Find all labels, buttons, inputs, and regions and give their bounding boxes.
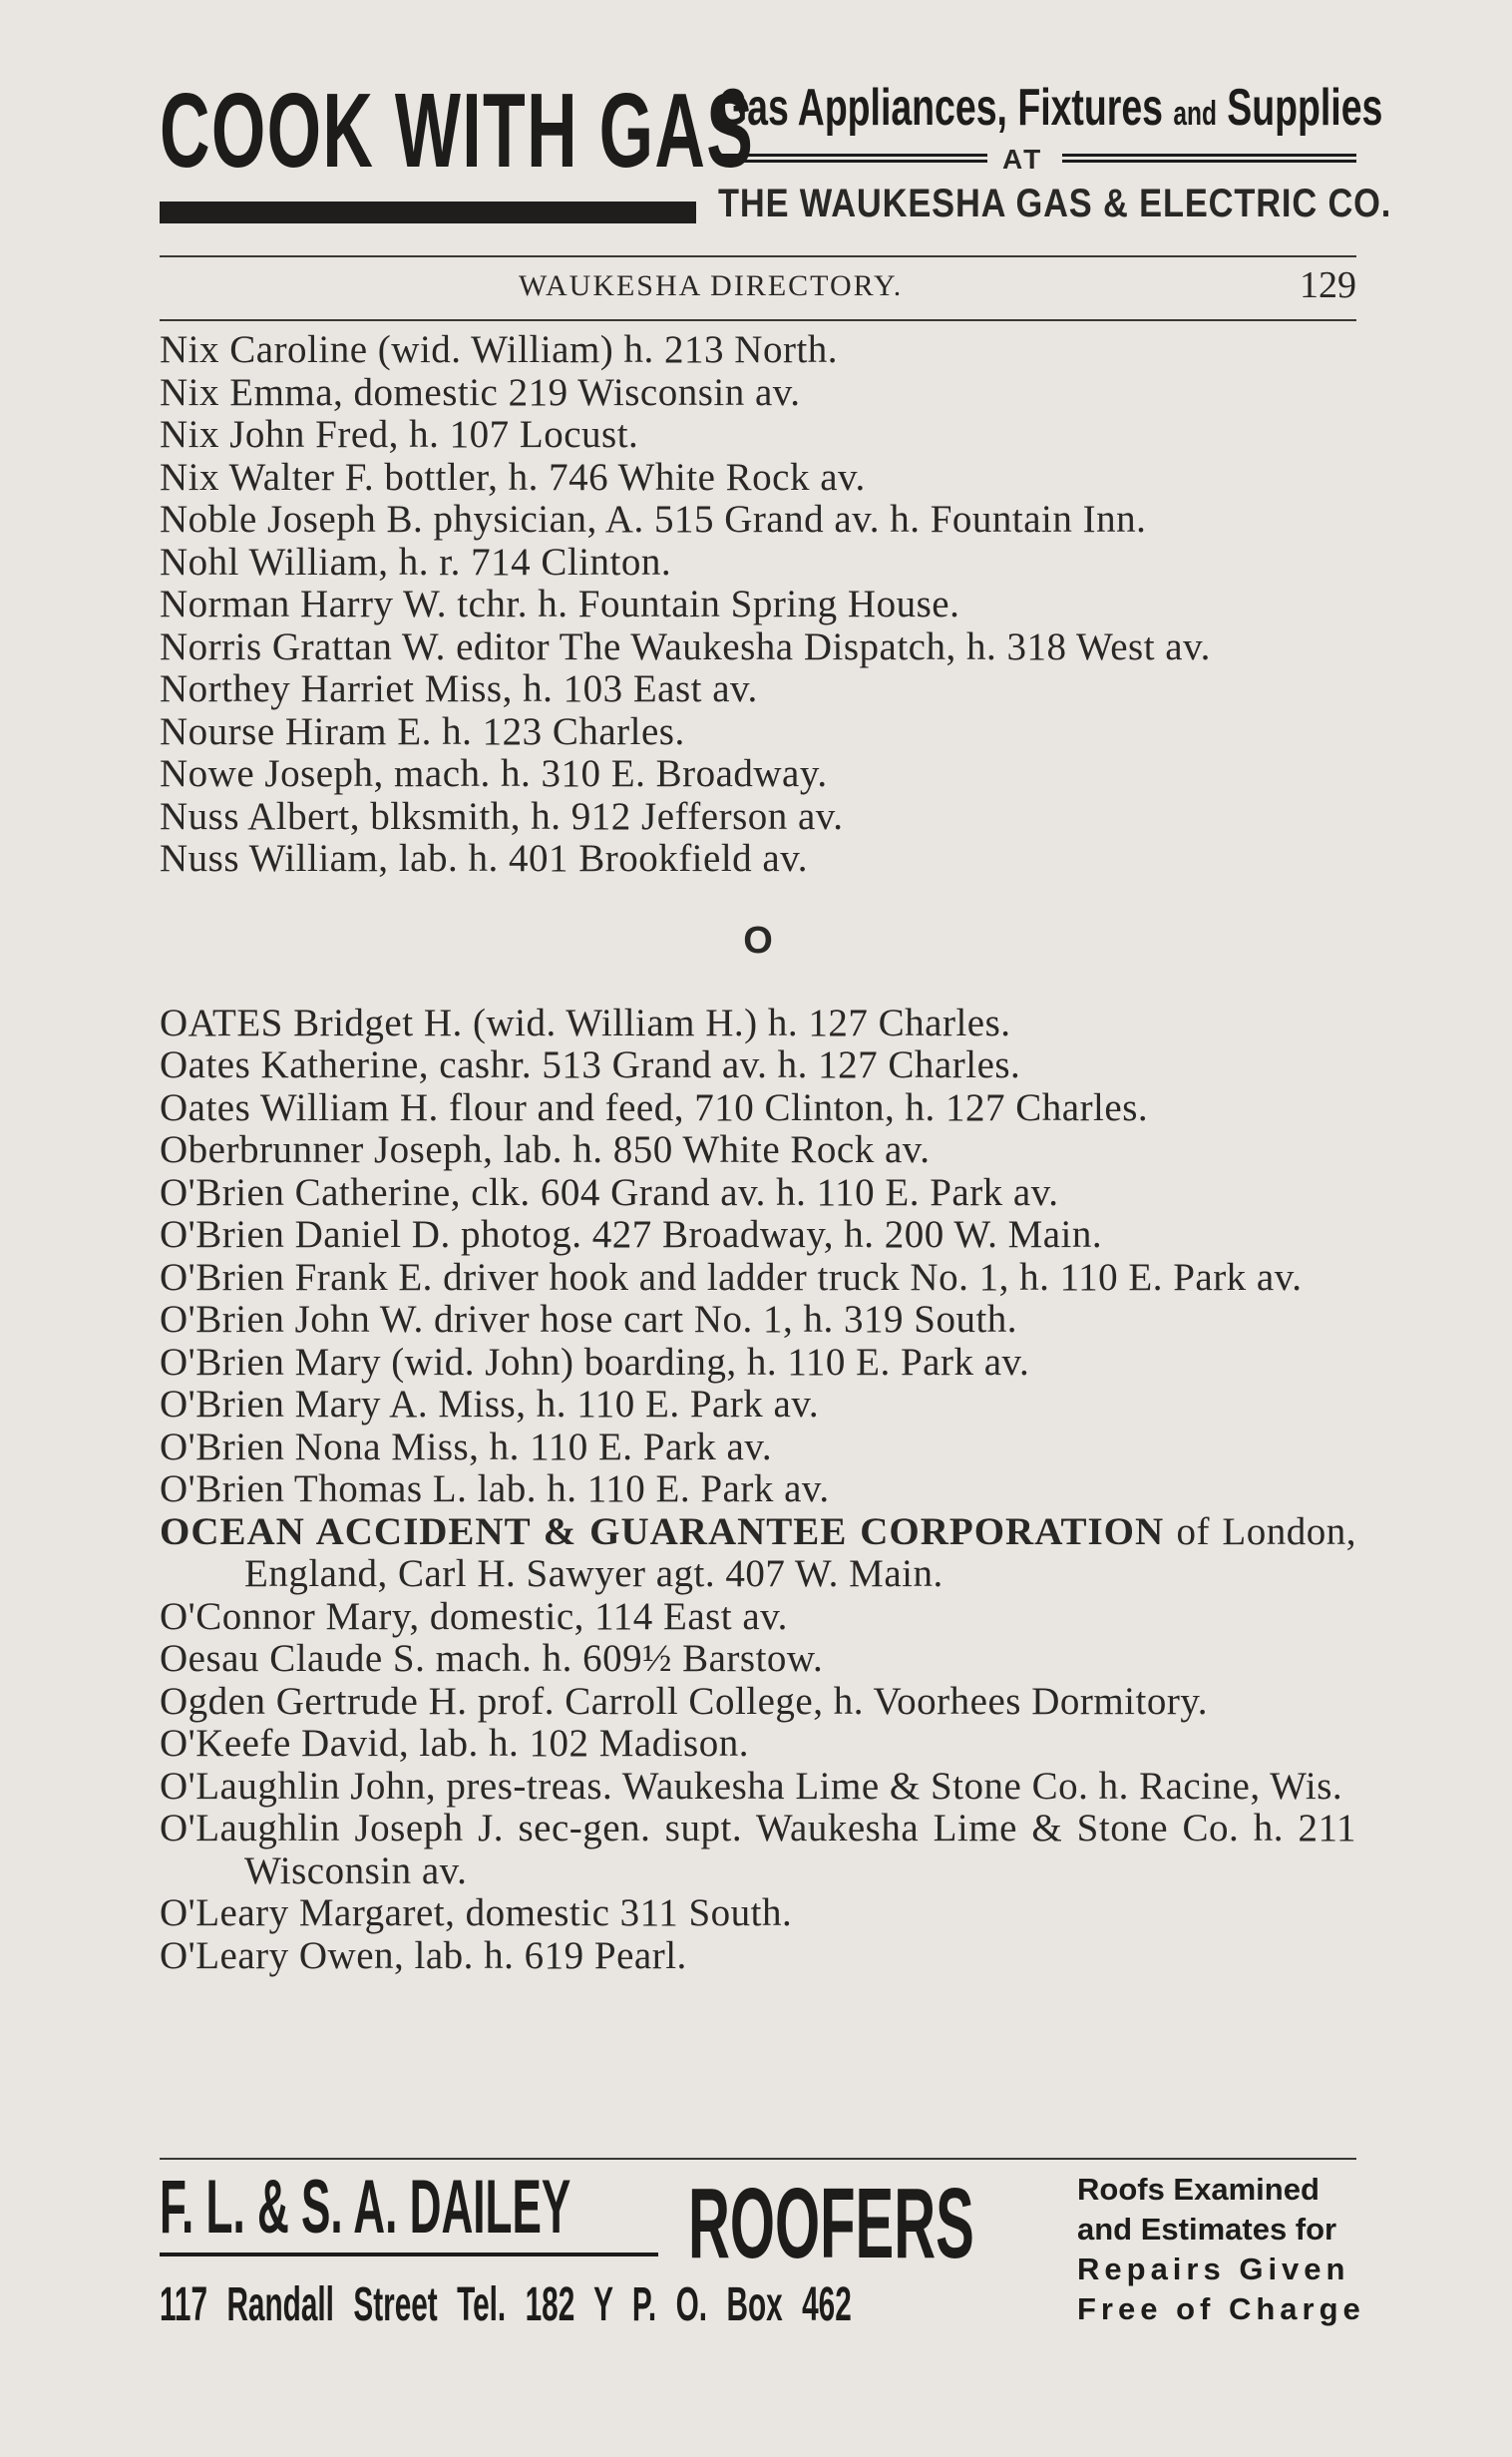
directory-entry: Oates William H. flour and feed, 710 Clinton, h. 127 Charles. [160,1085,1149,1129]
section-letter-o: O [743,919,773,962]
dailey-underline [160,2252,658,2256]
supplies-text: Supplies [1227,79,1383,137]
directory-entry: O'Brien Thomas L. lab. h. 110 E. Park av. [160,1467,830,1510]
directory-entry: Nourse Hiram E. h. 123 Charles. [160,709,685,753]
directory-entry: Oates Katherine, cashr. 513 Grand av. h. 127 Charles. [160,1043,1021,1086]
directory-entry: Norris Grattan W. editor The Waukesha Dispatch, h. 318 West av. [160,624,1211,668]
directory-entry: O'Laughlin John, pres-treas. Waukesha Lime & Stone Co. h. Racine, Wis. [160,1764,1343,1808]
directory-entry: Nix John Fred, h. 107 Locust. [160,413,639,456]
directory-entry: Ogden Gertrude H. prof. Carroll College, h. Voorhees Dormitory. [160,1679,1209,1723]
directory-entry: O'Brien Daniel D. photog. 427 Broadway, h. 200 W. Main. [160,1213,1103,1256]
gas-appliances-text: Gas Appliances, Fixtures [718,79,1163,137]
directory-entry: Nowe Joseph, mach. h. 310 E. Broadway. [160,752,828,795]
page-number: 129 [1300,264,1356,306]
roofs-line-3: Repairs Given [1077,2252,1350,2286]
directory-entry: Northey Harriet Miss, h. 103 East av. [160,667,758,710]
dailey-name: F. L. & S. A. DAILEY [160,2165,571,2250]
directory-page [160,0,1392,2457]
top-divider [160,255,1356,257]
directory-entry: O'Leary Margaret, domestic 311 South. [160,1891,793,1934]
at-rule-left [718,154,987,163]
directory-entry: O'Brien Mary A. Miss, h. 110 E. Park av. [160,1383,820,1426]
directory-entry: Oesau Claude S. mach. h. 609½ Barstow. [160,1637,824,1680]
directory-entry: Nix Emma, domestic 219 Wisconsin av. [160,370,801,414]
directory-entry: O'Connor Mary, domestic, 114 East av. [160,1594,788,1638]
directory-entry: O'Brien Catherine, clk. 604 Grand av. h. 110 E. Park av. [160,1170,1059,1214]
gas-company-name: THE WAUKESHA GAS & ELECTRIC CO. [718,182,1392,225]
directory-entry: O'Brien Frank E. driver hook and ladder truck No. 1, h. 110 E. Park av. [160,1255,1303,1299]
directory-entry: Norman Harry W. tchr. h. Fountain Spring House. [160,583,960,625]
entries-o-list [160,1003,1356,1511]
directory-entry: Nuss Albert, blksmith, h. 912 Jefferson av. [160,794,844,838]
roofers-headline: ROOFERS [688,2168,974,2279]
gas-appliances-line [718,79,1383,140]
roofs-examined-block [1077,2170,1365,2329]
at-rule-right [1062,154,1356,163]
running-head [160,264,1356,309]
entry-ocean-details: of London, England, Carl H. Sawyer agt. 407 W. Main. [244,1509,1356,1595]
directory-entry: O'Leary Owen, lab. h. 619 Pearl. [160,1933,687,1977]
entries-n-list [160,329,1356,881]
directory-entry: O'Brien Nona Miss, h. 110 E. Park av. [160,1425,773,1468]
header-divider [160,319,1356,321]
directory-entry: Nix Caroline (wid. William) h. 213 North. [160,328,839,371]
dailey-address: 117 Randall Street Tel. 182 Y P. O. Box 462 [160,2278,852,2331]
directory-entry: O'Keefe David, lab. h. 102 Madison. [160,1722,749,1765]
at-text: AT [1002,144,1044,175]
directory-entry: O'Laughlin Joseph J. sec-gen. supt. Waukesha Lime & Stone Co. h. 211 Wisconsin av. [160,1807,1356,1892]
headline-underline-bar [160,202,696,223]
bottom-divider [160,2158,1356,2160]
directory-title: WAUKESHA DIRECTORY. [519,269,904,302]
and-text: and [1173,95,1217,133]
entries-o2-list [160,1596,1356,1978]
roofs-line-2: and Estimates for [1077,2212,1337,2247]
roofers-advertisement [160,2165,1365,2339]
directory-entry: OATES Bridget H. (wid. William H.) h. 127 Charles. [160,1001,1011,1044]
at-divider [718,144,1356,174]
directory-entry: Nuss William, lab. h. 401 Brookfield av. [160,837,808,880]
gas-advertisement [160,72,1392,237]
directory-entry: O'Brien Mary (wid. John) boarding, h. 110 E. Park av. [160,1340,1030,1384]
entry-ocean-accident [160,1511,1356,1596]
cook-with-gas-headline: COOK WITH GAS [160,72,755,190]
roofs-line-4: Free of Charge [1077,2291,1365,2326]
directory-entry: Nohl William, h. r. 714 Clinton. [160,540,672,584]
directory-entry: Noble Joseph B. physician, A. 515 Grand av. h. Fountain Inn. [160,498,1147,541]
roofs-line-1: Roofs Examined [1077,2172,1320,2207]
directory-entry: O'Brien John W. driver hose cart No. 1, h. 319 South. [160,1298,1018,1341]
directory-entries [160,329,1356,1977]
entry-ocean-name: OCEAN ACCIDENT & GUARANTEE CORPORATION [160,1509,1165,1553]
directory-entry: Nix Walter F. bottler, h. 746 White Rock av. [160,455,866,499]
directory-entry: Oberbrunner Joseph, lab. h. 850 White Rock av. [160,1128,931,1171]
